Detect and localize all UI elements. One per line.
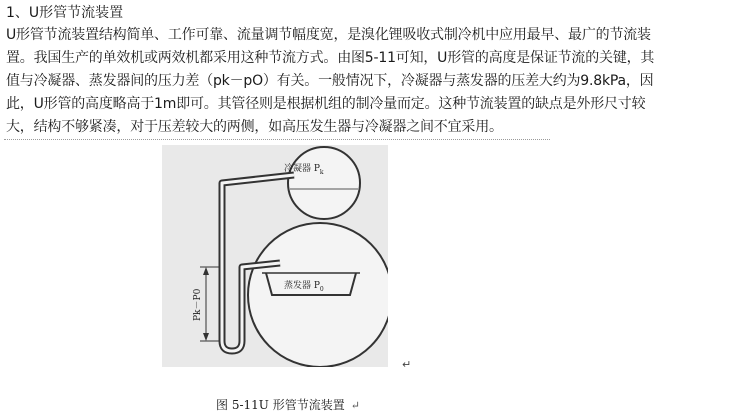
paragraph-return-mark: ↵ (402, 358, 412, 371)
paragraph-line: 大，结构不够紧凑，对于压差较大的两侧，如高压发生器与冷凝器之间不宜采用。 (6, 119, 503, 135)
dotted-underline (4, 139, 550, 140)
paragraph-line: 值与冷凝器、蒸发器间的压力差（pk－pO）有关。一般情况下，冷凝器与蒸发器的压差大约为9.8kPa，因 (6, 73, 654, 89)
condenser-vessel (288, 147, 360, 219)
condenser-label: 冷凝器 $P_k$ (284, 164, 324, 176)
paragraph-line: 置。我国生产的单效机或两效机都采用这种节流方式。由图5-11可知，U形管的高度是保证节流的关键，其 (6, 50, 655, 66)
section-heading: 1、U形管节流装置 (6, 5, 124, 21)
body-paragraph (6, 24, 754, 139)
caption-text: 图 5-11U 形管节流装置 (216, 398, 345, 412)
u-tube-diagram (162, 145, 388, 367)
figure-caption (216, 396, 360, 413)
dimension-arrow-up (203, 267, 209, 275)
caption-return-mark: ↵ (350, 399, 360, 412)
paragraph-line: U形管节流装置结构简单、工作可靠、流量调节幅度宽，是溴化锂吸收式制冷机中应用最早、最广的节流装 (6, 27, 651, 43)
paragraph-line: 此，U形管的高度略高于1m即可。其管径则是根据机组的制冷量而定。这种节流装置的缺点是外形尺寸较 (6, 96, 646, 112)
evaporator-label: 蒸发器 $P_0$ (284, 281, 324, 293)
pressure-difference-label: Pk－P0 (193, 288, 203, 321)
dimension-arrow-down (203, 333, 209, 341)
u-tube-figure (162, 145, 388, 367)
